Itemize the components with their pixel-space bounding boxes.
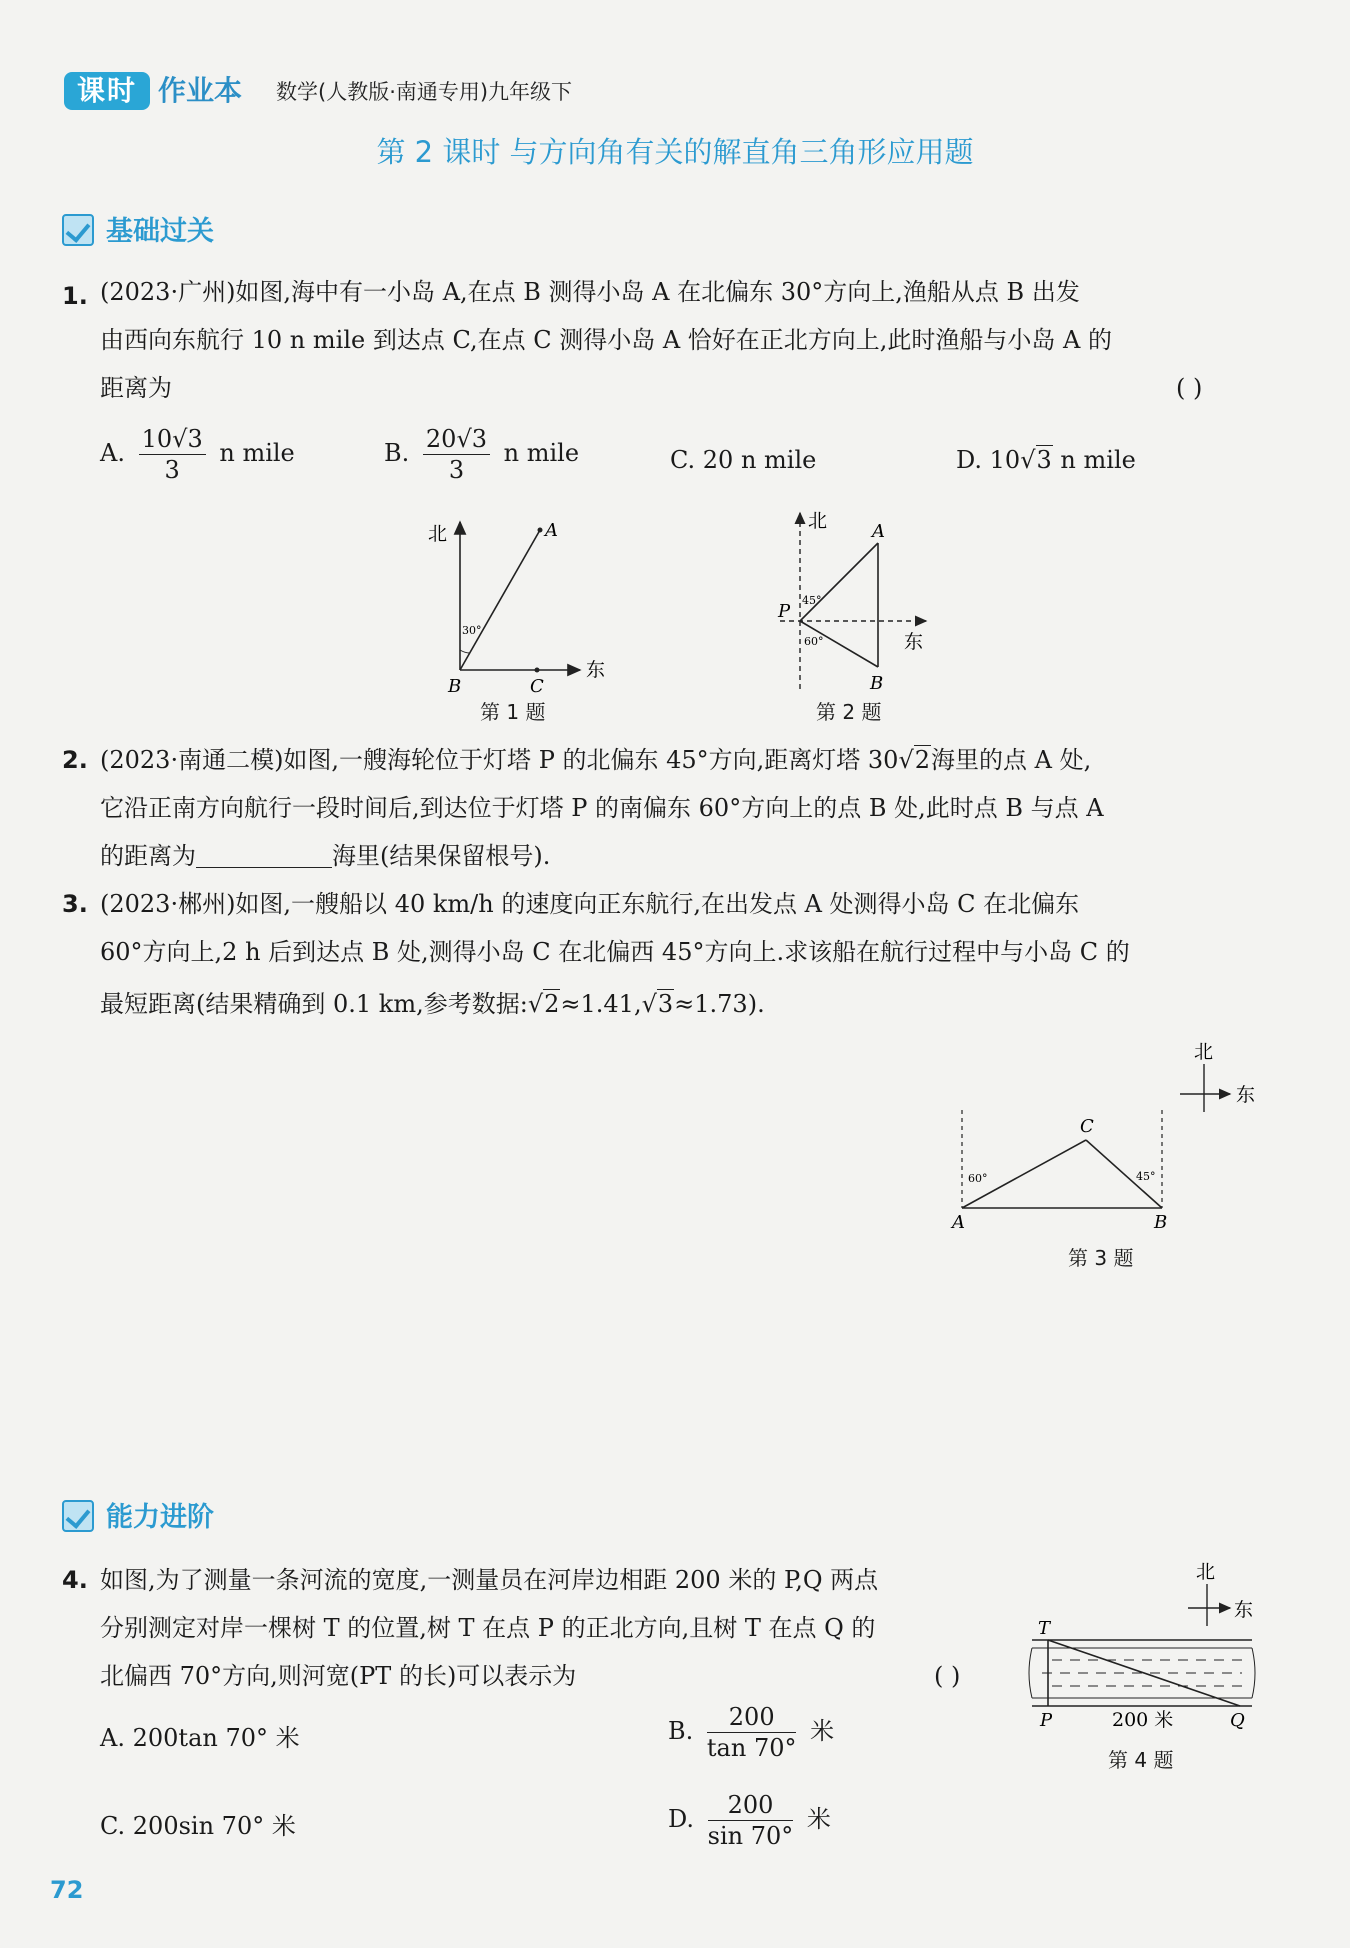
fraction-denominator: sin 70° bbox=[707, 1822, 794, 1850]
north-label: 北 bbox=[428, 523, 448, 545]
figure-2 bbox=[770, 505, 950, 705]
point-c bbox=[535, 668, 540, 673]
question-text-line: (2023·南通二模)如图,一艘海轮位于灯塔 P 的北偏东 45°方向,距离灯塔 30√2海里的点 A 处, bbox=[100, 746, 1092, 774]
option-label: B. bbox=[668, 1717, 694, 1745]
option-b[interactable] bbox=[668, 1702, 834, 1763]
label-b: B bbox=[1154, 1212, 1168, 1230]
option-text: 200tan 70° 米 bbox=[132, 1724, 300, 1752]
east-label: 东 bbox=[1234, 1599, 1254, 1621]
option-text: 20 n mile bbox=[702, 446, 817, 474]
text-segment: ≈1.41, bbox=[560, 990, 642, 1018]
option-label: C. bbox=[100, 1812, 126, 1840]
radicand: 3 bbox=[1036, 446, 1052, 474]
option-label: A. bbox=[100, 1724, 125, 1752]
option-a[interactable] bbox=[100, 1718, 300, 1758]
lesson-title: 第 2 课时 与方向角有关的解直角三角形应用题 bbox=[376, 135, 974, 169]
option-c[interactable] bbox=[100, 1806, 296, 1846]
series-logo: 课时 bbox=[64, 72, 150, 110]
question-number: 1. bbox=[62, 282, 88, 310]
segment-ba bbox=[460, 530, 540, 670]
option-unit: 米 bbox=[806, 1805, 831, 1833]
question-number: 3. bbox=[62, 890, 88, 918]
text-segment: 海里(结果保留根号). bbox=[332, 842, 551, 870]
fraction bbox=[708, 1790, 794, 1851]
fraction-numerator: 20√3 bbox=[423, 424, 490, 455]
label-b: B bbox=[870, 673, 884, 694]
angle-label-45: 45° bbox=[1136, 1170, 1156, 1183]
option-label: A. bbox=[100, 439, 125, 467]
figure-4 bbox=[1024, 1558, 1264, 1736]
option-d[interactable] bbox=[668, 1790, 831, 1851]
label-a: A bbox=[952, 1212, 965, 1230]
angle-label-60: 60° bbox=[804, 635, 824, 648]
text-segment: 最短距离(结果精确到 0.1 km,参考数据: bbox=[100, 990, 528, 1018]
angle-label-60: 60° bbox=[968, 1172, 988, 1185]
figure-4-caption: 第 4 题 bbox=[1108, 1748, 1174, 1772]
label-t: T bbox=[1038, 1618, 1051, 1639]
fraction bbox=[707, 1702, 797, 1763]
radicand: 2 bbox=[544, 990, 560, 1018]
option-coefficient: 10 bbox=[989, 446, 1021, 474]
section-basic-label: 基础过关 bbox=[106, 216, 214, 247]
text-segment: ≈1.73). bbox=[674, 990, 765, 1018]
option-a[interactable] bbox=[100, 424, 295, 485]
checkbox-icon bbox=[62, 214, 94, 246]
question-text-line: 距离为 bbox=[100, 374, 172, 402]
question-text-line: 它沿正南方向航行一段时间后,到达位于灯塔 P 的南偏东 60°方向上的点 B 处,此时点 B 与点 A bbox=[100, 794, 1104, 822]
section-advanced bbox=[62, 1498, 214, 1538]
label-b: B bbox=[448, 676, 462, 697]
label-c: C bbox=[530, 676, 544, 697]
fraction bbox=[423, 424, 490, 485]
label-c: C bbox=[1080, 1116, 1094, 1137]
question-text-line: 60°方向上,2 h 后到达点 B 处,测得小岛 C 在北偏西 45°方向上.求该船在航行过程中与小岛 C 的 bbox=[100, 938, 1130, 966]
fraction-denominator: 3 bbox=[164, 456, 180, 484]
option-c[interactable] bbox=[670, 440, 816, 480]
series-brand: 作业本 bbox=[158, 74, 243, 107]
option-unit: n mile bbox=[1060, 446, 1136, 474]
option-label: C. bbox=[670, 446, 696, 474]
label-a: A bbox=[545, 520, 558, 541]
figure-3-caption: 第 3 题 bbox=[1068, 1246, 1134, 1270]
option-unit: n mile bbox=[219, 439, 295, 467]
question-text-line: 最短距离(结果精确到 0.1 km,参考数据:√2≈1.41,√3≈1.73). bbox=[100, 990, 765, 1018]
figure-2-caption: 第 2 题 bbox=[816, 700, 882, 724]
angle-label-45: 45° bbox=[802, 594, 822, 607]
option-d[interactable]: D. 10√3 n mile bbox=[956, 446, 1136, 474]
answer-parentheses[interactable]: ( ) bbox=[934, 1662, 961, 1690]
question-text-line: 北偏西 70°方向,则河宽(PT 的长)可以表示为 bbox=[100, 1662, 577, 1690]
option-label: D. bbox=[668, 1805, 695, 1833]
east-label: 东 bbox=[586, 659, 606, 681]
distance-label: 200 米 bbox=[1112, 1709, 1174, 1731]
radicand: 3 bbox=[657, 990, 674, 1018]
question-text-line bbox=[100, 836, 550, 876]
segment-pa bbox=[800, 543, 878, 621]
question-number: 2. bbox=[62, 746, 88, 774]
text-segment: (2023·南通二模)如图,一艘海轮位于灯塔 P 的北偏东 45°方向,距离灯塔 30 bbox=[100, 746, 899, 774]
fraction-denominator: tan 70° bbox=[706, 1734, 797, 1762]
option-b[interactable] bbox=[384, 424, 579, 485]
question-text-line: (2023·广州)如图,海中有一小岛 A,在点 B 测得小岛 A 在北偏东 30°方向上,渔船从点 B 出发 bbox=[100, 278, 1080, 306]
section-basic bbox=[62, 212, 214, 252]
page-number: 72 bbox=[50, 1876, 84, 1904]
angle-arc bbox=[460, 650, 470, 653]
label-a: A bbox=[872, 521, 885, 542]
option-text: 200sin 70° 米 bbox=[132, 1812, 296, 1840]
option-unit: n mile bbox=[503, 439, 580, 467]
north-label: 北 bbox=[1196, 1561, 1216, 1583]
question-text-line: 分别测定对岸一棵树 T 的位置,树 T 在点 P 的正北方向,且树 T 在点 Q 的 bbox=[100, 1614, 876, 1642]
fraction-numerator: 200 bbox=[708, 1790, 794, 1821]
edit-icon bbox=[62, 1500, 94, 1532]
point-a bbox=[538, 528, 543, 533]
text-segment: 的距离为 bbox=[100, 842, 196, 870]
fraction bbox=[139, 424, 206, 485]
option-label: B. bbox=[384, 439, 410, 467]
answer-blank[interactable] bbox=[196, 839, 332, 868]
question-text-line: 由西向东航行 10 n mile 到达点 C,在点 C 测得小岛 A 恰好在正北方向上,此时渔船与小岛 A 的 bbox=[100, 326, 1113, 354]
subject-label: 数学(人教版·南通专用)九年级下 bbox=[276, 80, 573, 104]
label-p: P bbox=[1040, 1710, 1053, 1731]
radicand: 2 bbox=[914, 746, 931, 774]
north-label: 北 bbox=[1194, 1041, 1214, 1063]
option-label: D. bbox=[956, 446, 983, 474]
section-advanced-label: 能力进阶 bbox=[106, 1502, 214, 1533]
question-text-line: 如图,为了测量一条河流的宽度,一测量员在河岸边相距 200 米的 P,Q 两点 bbox=[100, 1566, 879, 1594]
fraction-denominator: 3 bbox=[448, 456, 465, 484]
north-label: 北 bbox=[808, 510, 828, 532]
figure-3 bbox=[940, 1030, 1270, 1230]
fraction-numerator: 200 bbox=[707, 1702, 797, 1733]
east-label: 东 bbox=[904, 631, 924, 653]
option-unit: 米 bbox=[810, 1717, 835, 1745]
text-segment: 海里的点 A 处, bbox=[931, 746, 1092, 774]
question-number: 4. bbox=[62, 1566, 88, 1594]
label-q: Q bbox=[1230, 1710, 1245, 1731]
label-p: P bbox=[778, 601, 791, 622]
east-label: 东 bbox=[1236, 1084, 1256, 1106]
answer-parentheses[interactable]: ( ) bbox=[1176, 374, 1203, 402]
angle-label: 30° bbox=[462, 624, 482, 637]
fraction-numerator: 10√3 bbox=[139, 424, 206, 455]
question-text-line: (2023·郴州)如图,一艘船以 40 km/h 的速度向正东航行,在出发点 A 处测得小岛 C 在北偏东 bbox=[100, 890, 1080, 918]
figure-1-caption: 第 1 题 bbox=[480, 700, 546, 724]
